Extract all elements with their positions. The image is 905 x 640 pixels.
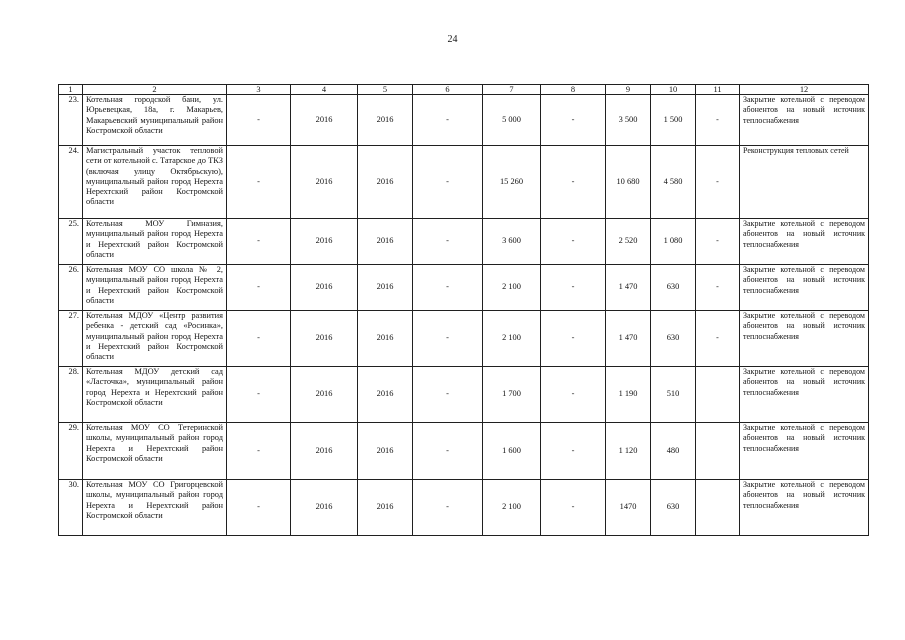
column-number: 4 <box>291 85 358 95</box>
cell-col6: - <box>413 219 483 265</box>
investment-table <box>58 84 869 536</box>
object-name: Котельная городской бани, ул. Юрьевецкая, 18а, г. Макарьев, Макарьевский муниципальный район Костромской области <box>83 95 227 146</box>
cell-col5: 2016 <box>358 480 413 536</box>
note-cell: Закрытие котельной с переводом абонентов на новый источник теплоснабжения <box>740 265 869 311</box>
table-row <box>59 95 869 146</box>
cell-col7: 2 100 <box>483 480 541 536</box>
column-numbers-row <box>59 85 869 95</box>
table-row <box>59 219 869 265</box>
cell-col4: 2016 <box>291 423 358 480</box>
column-number: 10 <box>651 85 696 95</box>
column-number: 7 <box>483 85 541 95</box>
cell-col4: 2016 <box>291 219 358 265</box>
cell-col3: - <box>227 146 291 219</box>
cell-col9: 3 500 <box>606 95 651 146</box>
note-cell: Закрытие котельной с переводом абонентов на новый источник теплоснабжения <box>740 480 869 536</box>
column-number: 6 <box>413 85 483 95</box>
cell-col7: 1 600 <box>483 423 541 480</box>
cell-col8: - <box>541 95 606 146</box>
cell-col9: 1 470 <box>606 311 651 367</box>
column-number: 9 <box>606 85 651 95</box>
row-number: 26. <box>59 265 83 311</box>
cell-col11 <box>696 480 740 536</box>
object-name: Магистральный участок тепловой сети от котельной с. Татарское до ТКЗ (включая улицу Октябрьскую), муниципальный район город Нерехта Нерехтский район Костромской области <box>83 146 227 219</box>
cell-col11: - <box>696 311 740 367</box>
cell-col9: 2 520 <box>606 219 651 265</box>
object-name: Котельная МОУ СО Григорцевской школы, муниципальный район город Нерехта и Нерехтский район Костромской области <box>83 480 227 536</box>
cell-col7: 15 260 <box>483 146 541 219</box>
row-number: 25. <box>59 219 83 265</box>
cell-col10: 630 <box>651 480 696 536</box>
cell-col10: 630 <box>651 265 696 311</box>
note-cell: Закрытие котельной с переводом абонентов на новый источник теплоснабжения <box>740 219 869 265</box>
cell-col9: 1 190 <box>606 367 651 423</box>
object-name: Котельная МОУ СО школа № 2, муниципальный район город Нерехта и Нерехтский район Костромской области <box>83 265 227 311</box>
cell-col6: - <box>413 367 483 423</box>
cell-col10: 480 <box>651 423 696 480</box>
cell-col10: 630 <box>651 311 696 367</box>
cell-col6: - <box>413 311 483 367</box>
table-row <box>59 146 869 219</box>
cell-col11: - <box>696 219 740 265</box>
cell-col6: - <box>413 95 483 146</box>
object-name: Котельная МДОУ детский сад «Ласточка», муниципальный район город Нерехта и Нерехтский район Костромской области <box>83 367 227 423</box>
cell-col9: 10 680 <box>606 146 651 219</box>
note-cell: Закрытие котельной с переводом абонентов на новый источник теплоснабжения <box>740 423 869 480</box>
column-number: 5 <box>358 85 413 95</box>
cell-col7: 2 100 <box>483 265 541 311</box>
object-name: Котельная МОУ Гимназия, муниципальный район город Нерехта и Нерехтский район Костромской области <box>83 219 227 265</box>
cell-col7: 2 100 <box>483 311 541 367</box>
cell-col8: - <box>541 311 606 367</box>
note-cell: Закрытие котельной с переводом абонентов на новый источник теплоснабжения <box>740 311 869 367</box>
cell-col7: 1 700 <box>483 367 541 423</box>
cell-col8: - <box>541 480 606 536</box>
cell-col8: - <box>541 219 606 265</box>
cell-col10: 4 580 <box>651 146 696 219</box>
cell-col3: - <box>227 423 291 480</box>
cell-col10: 1 500 <box>651 95 696 146</box>
cell-col5: 2016 <box>358 146 413 219</box>
cell-col9: 1 120 <box>606 423 651 480</box>
row-number: 29. <box>59 423 83 480</box>
cell-col10: 1 080 <box>651 219 696 265</box>
cell-col4: 2016 <box>291 146 358 219</box>
cell-col7: 5 000 <box>483 95 541 146</box>
cell-col5: 2016 <box>358 367 413 423</box>
cell-col5: 2016 <box>358 423 413 480</box>
column-number: 3 <box>227 85 291 95</box>
table-row <box>59 423 869 480</box>
table-row <box>59 311 869 367</box>
cell-col6: - <box>413 146 483 219</box>
row-number: 27. <box>59 311 83 367</box>
note-cell: Реконструкция тепловых сетей <box>740 146 869 219</box>
cell-col4: 2016 <box>291 311 358 367</box>
cell-col8: - <box>541 367 606 423</box>
cell-col5: 2016 <box>358 95 413 146</box>
cell-col8: - <box>541 265 606 311</box>
cell-col8: - <box>541 146 606 219</box>
cell-col3: - <box>227 311 291 367</box>
column-number: 12 <box>740 85 869 95</box>
cell-col6: - <box>413 423 483 480</box>
cell-col3: - <box>227 480 291 536</box>
column-number: 8 <box>541 85 606 95</box>
cell-col10: 510 <box>651 367 696 423</box>
table-row <box>59 265 869 311</box>
cell-col9: 1 470 <box>606 265 651 311</box>
cell-col11: - <box>696 146 740 219</box>
cell-col11 <box>696 367 740 423</box>
cell-col4: 2016 <box>291 480 358 536</box>
cell-col4: 2016 <box>291 265 358 311</box>
cell-col5: 2016 <box>358 265 413 311</box>
object-name: Котельная МОУ СО Тетеринской школы, муниципальный район город Нерехта и Нерехтский район Костромской области <box>83 423 227 480</box>
object-name: Котельная МДОУ «Центр развития ребенка - детский сад «Росинка», муниципальный район город Нерехта и Нерехтский район Костромской области <box>83 311 227 367</box>
table-row <box>59 480 869 536</box>
cell-col7: 3 600 <box>483 219 541 265</box>
column-number: 11 <box>696 85 740 95</box>
row-number: 24. <box>59 146 83 219</box>
cell-col3: - <box>227 367 291 423</box>
row-number: 23. <box>59 95 83 146</box>
cell-col4: 2016 <box>291 95 358 146</box>
cell-col6: - <box>413 480 483 536</box>
cell-col6: - <box>413 265 483 311</box>
cell-col3: - <box>227 219 291 265</box>
column-number: 2 <box>83 85 227 95</box>
row-number: 28. <box>59 367 83 423</box>
column-number: 1 <box>59 85 83 95</box>
cell-col11 <box>696 423 740 480</box>
table-row <box>59 367 869 423</box>
cell-col5: 2016 <box>358 219 413 265</box>
cell-col4: 2016 <box>291 367 358 423</box>
cell-col11: - <box>696 265 740 311</box>
cell-col3: - <box>227 265 291 311</box>
note-cell: Закрытие котельной с переводом абонентов на новый источник теплоснабжения <box>740 367 869 423</box>
page-number: 24 <box>447 34 458 45</box>
cell-col5: 2016 <box>358 311 413 367</box>
cell-col11: - <box>696 95 740 146</box>
row-number: 30. <box>59 480 83 536</box>
cell-col3: - <box>227 95 291 146</box>
cell-col8: - <box>541 423 606 480</box>
cell-col9: 1470 <box>606 480 651 536</box>
note-cell: Закрытие котельной с переводом абонентов на новый источник теплоснабжения <box>740 95 869 146</box>
